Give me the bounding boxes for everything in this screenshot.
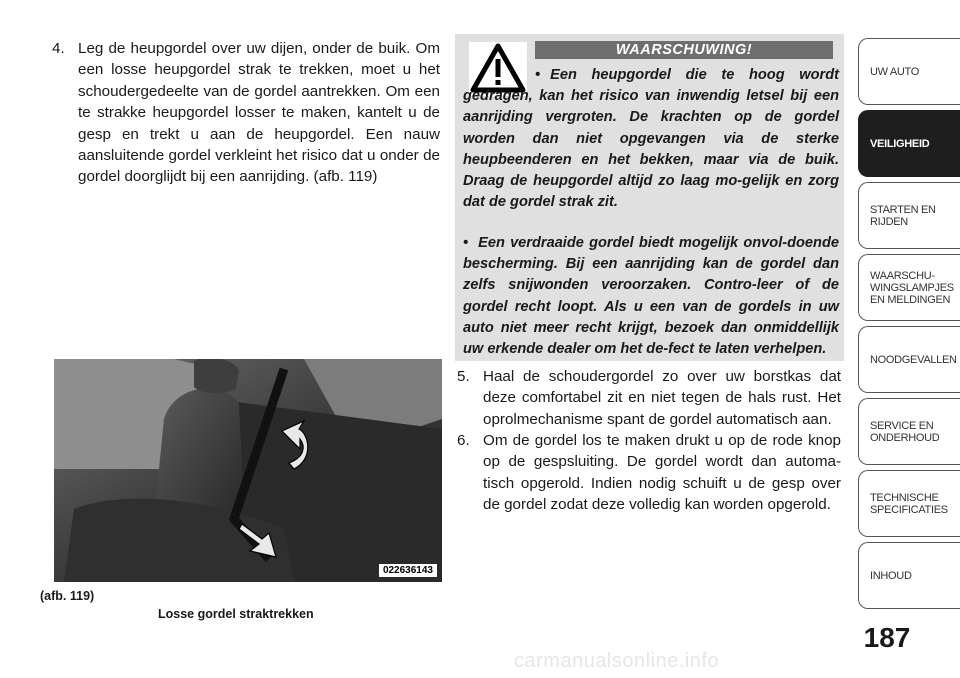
nav-tab-starten-en-rijden[interactable] [858,182,960,249]
nav-tab-label: WAARSCHU- WINGSLAMPJES EN MELDINGEN [870,269,954,306]
nav-tab-label: INHOUD [870,569,912,582]
car-seat-illustration [54,359,442,582]
nav-tab-label: NOODGEVALLEN [870,353,957,366]
nav-tab-inhoud[interactable] [858,542,960,609]
nav-tab-technische-specificaties[interactable] [858,470,960,537]
nav-tab-uw-auto[interactable] [858,38,960,105]
warning-item [463,233,839,360]
nav-tab-label: TECHNISCHE SPECIFICATIES [870,491,948,516]
nav-tab-veiligheid[interactable] [858,110,960,177]
nav-tab-label: UW AUTO [870,65,920,78]
warning-item [463,65,839,213]
warning-box [455,34,844,361]
nav-tab-label: VEILIGHEID [870,137,930,150]
bullet: • [535,67,541,83]
step-text: Om de gordel los te maken drukt u op de rode knop op de gespsluiting. De gordel wordt dan automa-tisch opgerold. Indien nodig schuift u de gesp over de gordel zodat deze volledig kan worden opgerold. [483,432,841,514]
warning-item-text: Een verdraaide gordel biedt mogelijk onvol-doende bescherming. Bij een aanrijding kan de gordel dan zelfs snijwonden veroorzaken. Contro-leer of de gordel recht loopt. Als u een van de gordels in uw auto niet meer recht krijgt, bezoek dan onmiddellijk uw erkende dealer om het de-fect te laten verhelpen. [463,235,839,358]
step-6 [457,430,841,516]
nav-tab-noodgevallen[interactable] [858,326,960,393]
nav-tab-label: SERVICE EN ONDERHOUD [870,419,940,444]
watermark: carmanualsonline.info [514,650,720,672]
nav-tab-waarschuwingslampjes[interactable] [858,254,960,321]
nav-tab-label: STARTEN EN RIJDEN [870,203,936,228]
step-number: 4. [52,40,65,57]
step-number: 6. [457,432,470,449]
step-number: 5. [457,368,470,385]
step-text: Leg de heupgordel over uw dijen, onder de buik. Om een losse heupgordel strak te trekken, moet u het schoudergedeelte van de gordel aantrekken. Om een te strakke heupgordel losser te maken, kantelt u de gesp en trekt u aan de heupgordel. Een nauw aansluitende gordel verkleint het risico dat u onder de gordel doorglijdt bij een aanrijding. (afb. 119) [78,40,440,186]
figure-photo [54,359,442,582]
figure-code: 022636143 [379,564,437,577]
warning-title: WAARSCHUWING! [535,41,833,59]
step-5 [457,366,841,430]
figure-reference: (afb. 119) [40,589,95,603]
nav-tab-service-en-onderhoud[interactable] [858,398,960,465]
page-number: 187 [863,622,911,653]
step-text: Haal de schoudergordel zo over uw borstkas dat deze comfortabel zit en niet tegen de hals rust. Het oprolmechanisme spant de gordel automatisch aan. [483,368,841,428]
figure-caption: Losse gordel straktrekken [158,607,314,621]
bullet: • [463,235,469,251]
step-4 [52,38,440,188]
warning-item-text: Een heupgordel die te hoog wordt gedragen, kan het risico van inwendig letsel bij een aanrijding vergroten. De krachten op de gordel worden dan niet opgevangen via de sterke heupbeenderen en het bekken, maar via de buik. Draag de heupgordel altijd zo laag mo-gelijk en zorg dat de gordel strak zit. [463,67,839,211]
